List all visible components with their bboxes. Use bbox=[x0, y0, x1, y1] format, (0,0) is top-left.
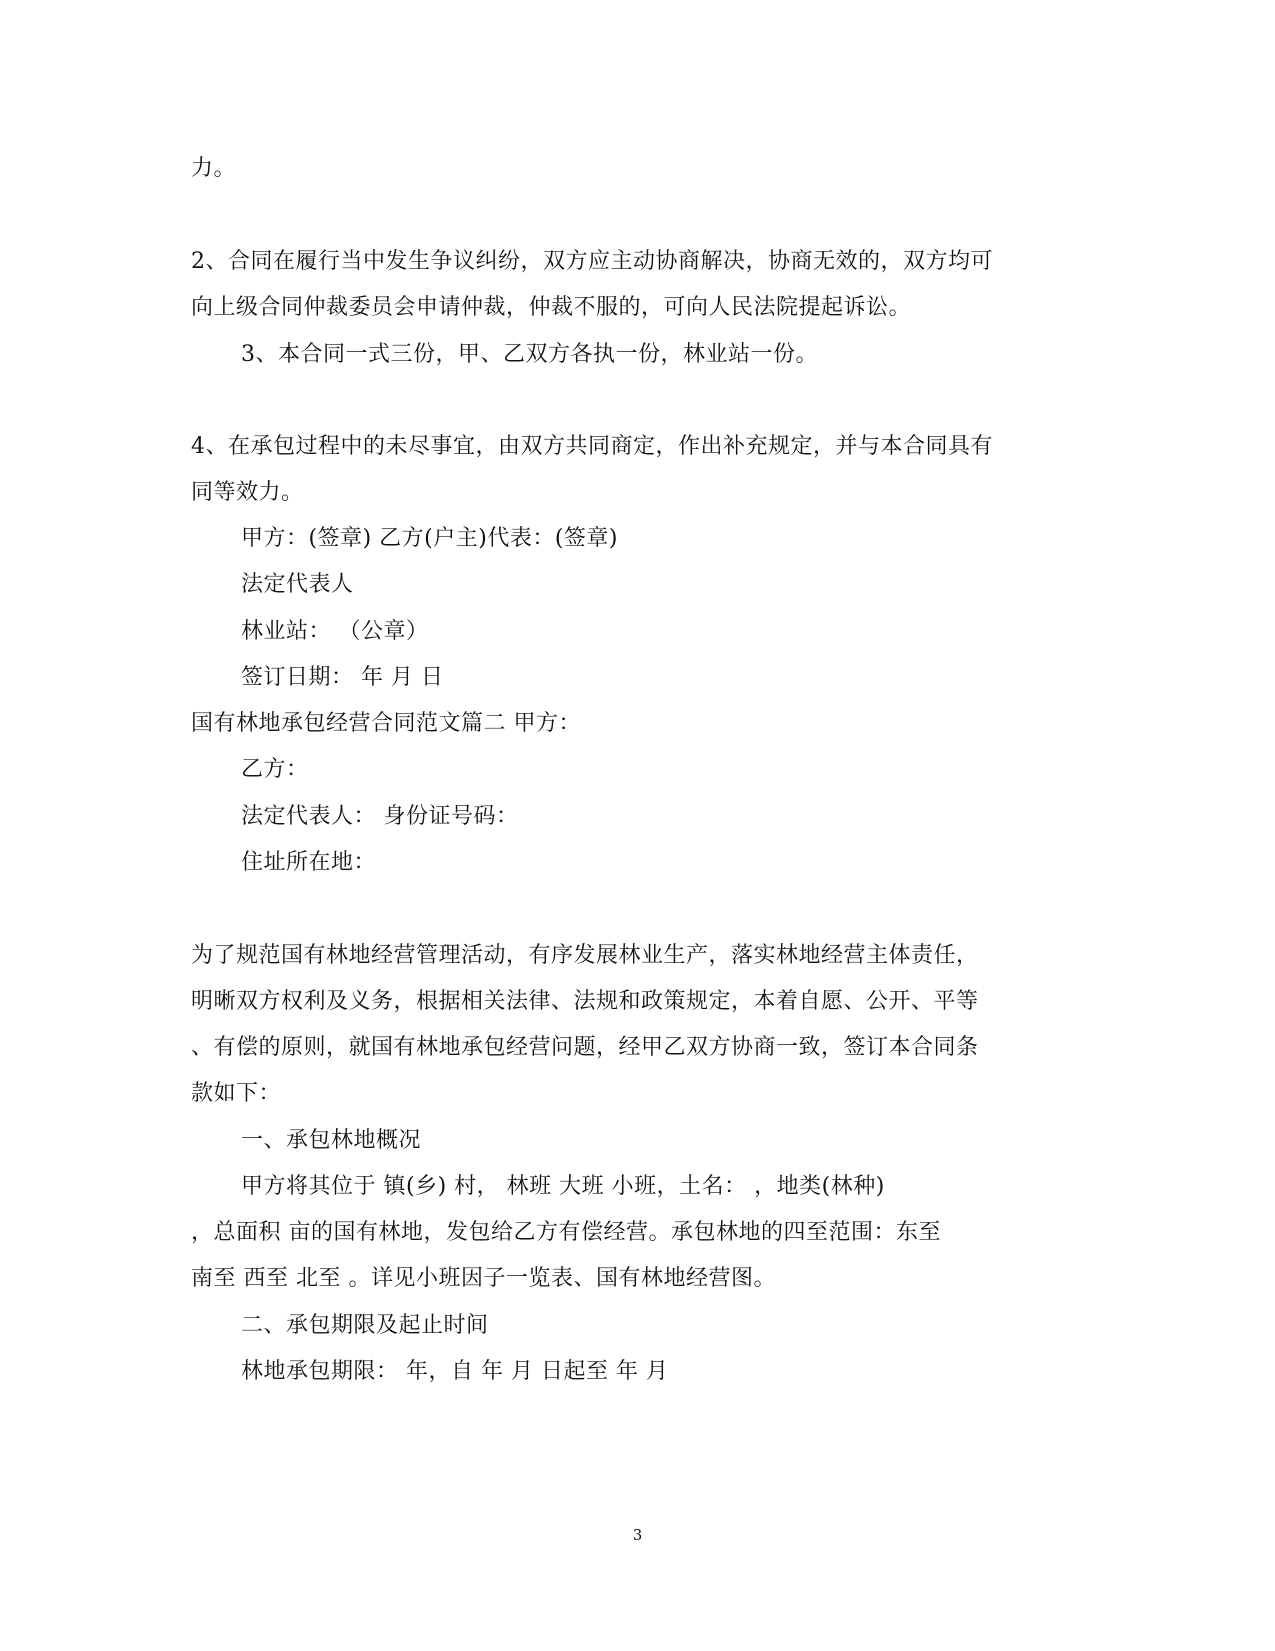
clause-heading: 一、承包林地概况 bbox=[241, 1128, 422, 1153]
text-line: 南至 西至 北至 。详见小班因子一览表、国有林地经营图。 bbox=[191, 1266, 776, 1291]
text-line: 同等效力。 bbox=[191, 480, 304, 505]
text-line: 3、本合同一式三份，甲、乙双方各执一份，林业站一份。 bbox=[241, 342, 818, 367]
text-line: 为了规范国有林地经营管理活动，有序发展林业生产，落实林地经营主体责任， bbox=[191, 943, 979, 968]
text-line: 款如下： bbox=[191, 1081, 282, 1106]
section-title: 国有林地承包经营合同范文篇二 甲方： bbox=[191, 711, 581, 736]
text-line: ，总面积 亩的国有林地，发包给乙方有偿经营。承包林地的四至范围：东至 bbox=[191, 1220, 941, 1245]
text-line: 向上级合同仲裁委员会申请仲裁，仲裁不服的，可向人民法院提起诉讼。 bbox=[191, 295, 912, 320]
clause-heading: 二、承包期限及起止时间 bbox=[241, 1313, 489, 1338]
text-line: 法定代表人： 身份证号码： bbox=[241, 804, 519, 829]
text-line: 力。 bbox=[191, 156, 237, 181]
text-line: 住址所在地： bbox=[241, 850, 377, 875]
text-line: 、有偿的原则，就国有林地承包经营问题，经甲乙双方协商一致，签订本合同条 bbox=[191, 1035, 979, 1060]
text-line: 明晰双方权利及义务，根据相关法律、法规和政策规定，本着自愿、公开、平等 bbox=[191, 989, 979, 1014]
text-line: 4、在承包过程中的未尽事宜，由双方共同商定，作出补充规定，并与本合同具有 bbox=[191, 434, 993, 459]
page-number: 3 bbox=[632, 1526, 643, 1544]
date-line: 签订日期： 年 月 日 bbox=[241, 665, 444, 690]
text-line: 林地承包期限： 年，自 年 月 日起至 年 月 bbox=[241, 1359, 669, 1384]
text-line: 乙方： bbox=[241, 757, 309, 782]
signature-line: 甲方：(签章) 乙方(户主)代表：(签章) bbox=[241, 526, 618, 551]
text-line: 法定代表人 bbox=[241, 572, 354, 597]
text-line: 甲方将其位于 镇(乡) 村， 林班 大班 小班，土名： ，地类(林种) bbox=[241, 1174, 885, 1199]
text-line: 2、合同在履行当中发生争议纠纷，双方应主动协商解决，协商无效的，双方均可 bbox=[191, 249, 993, 274]
text-line: 林业站： （公章） bbox=[241, 619, 429, 644]
